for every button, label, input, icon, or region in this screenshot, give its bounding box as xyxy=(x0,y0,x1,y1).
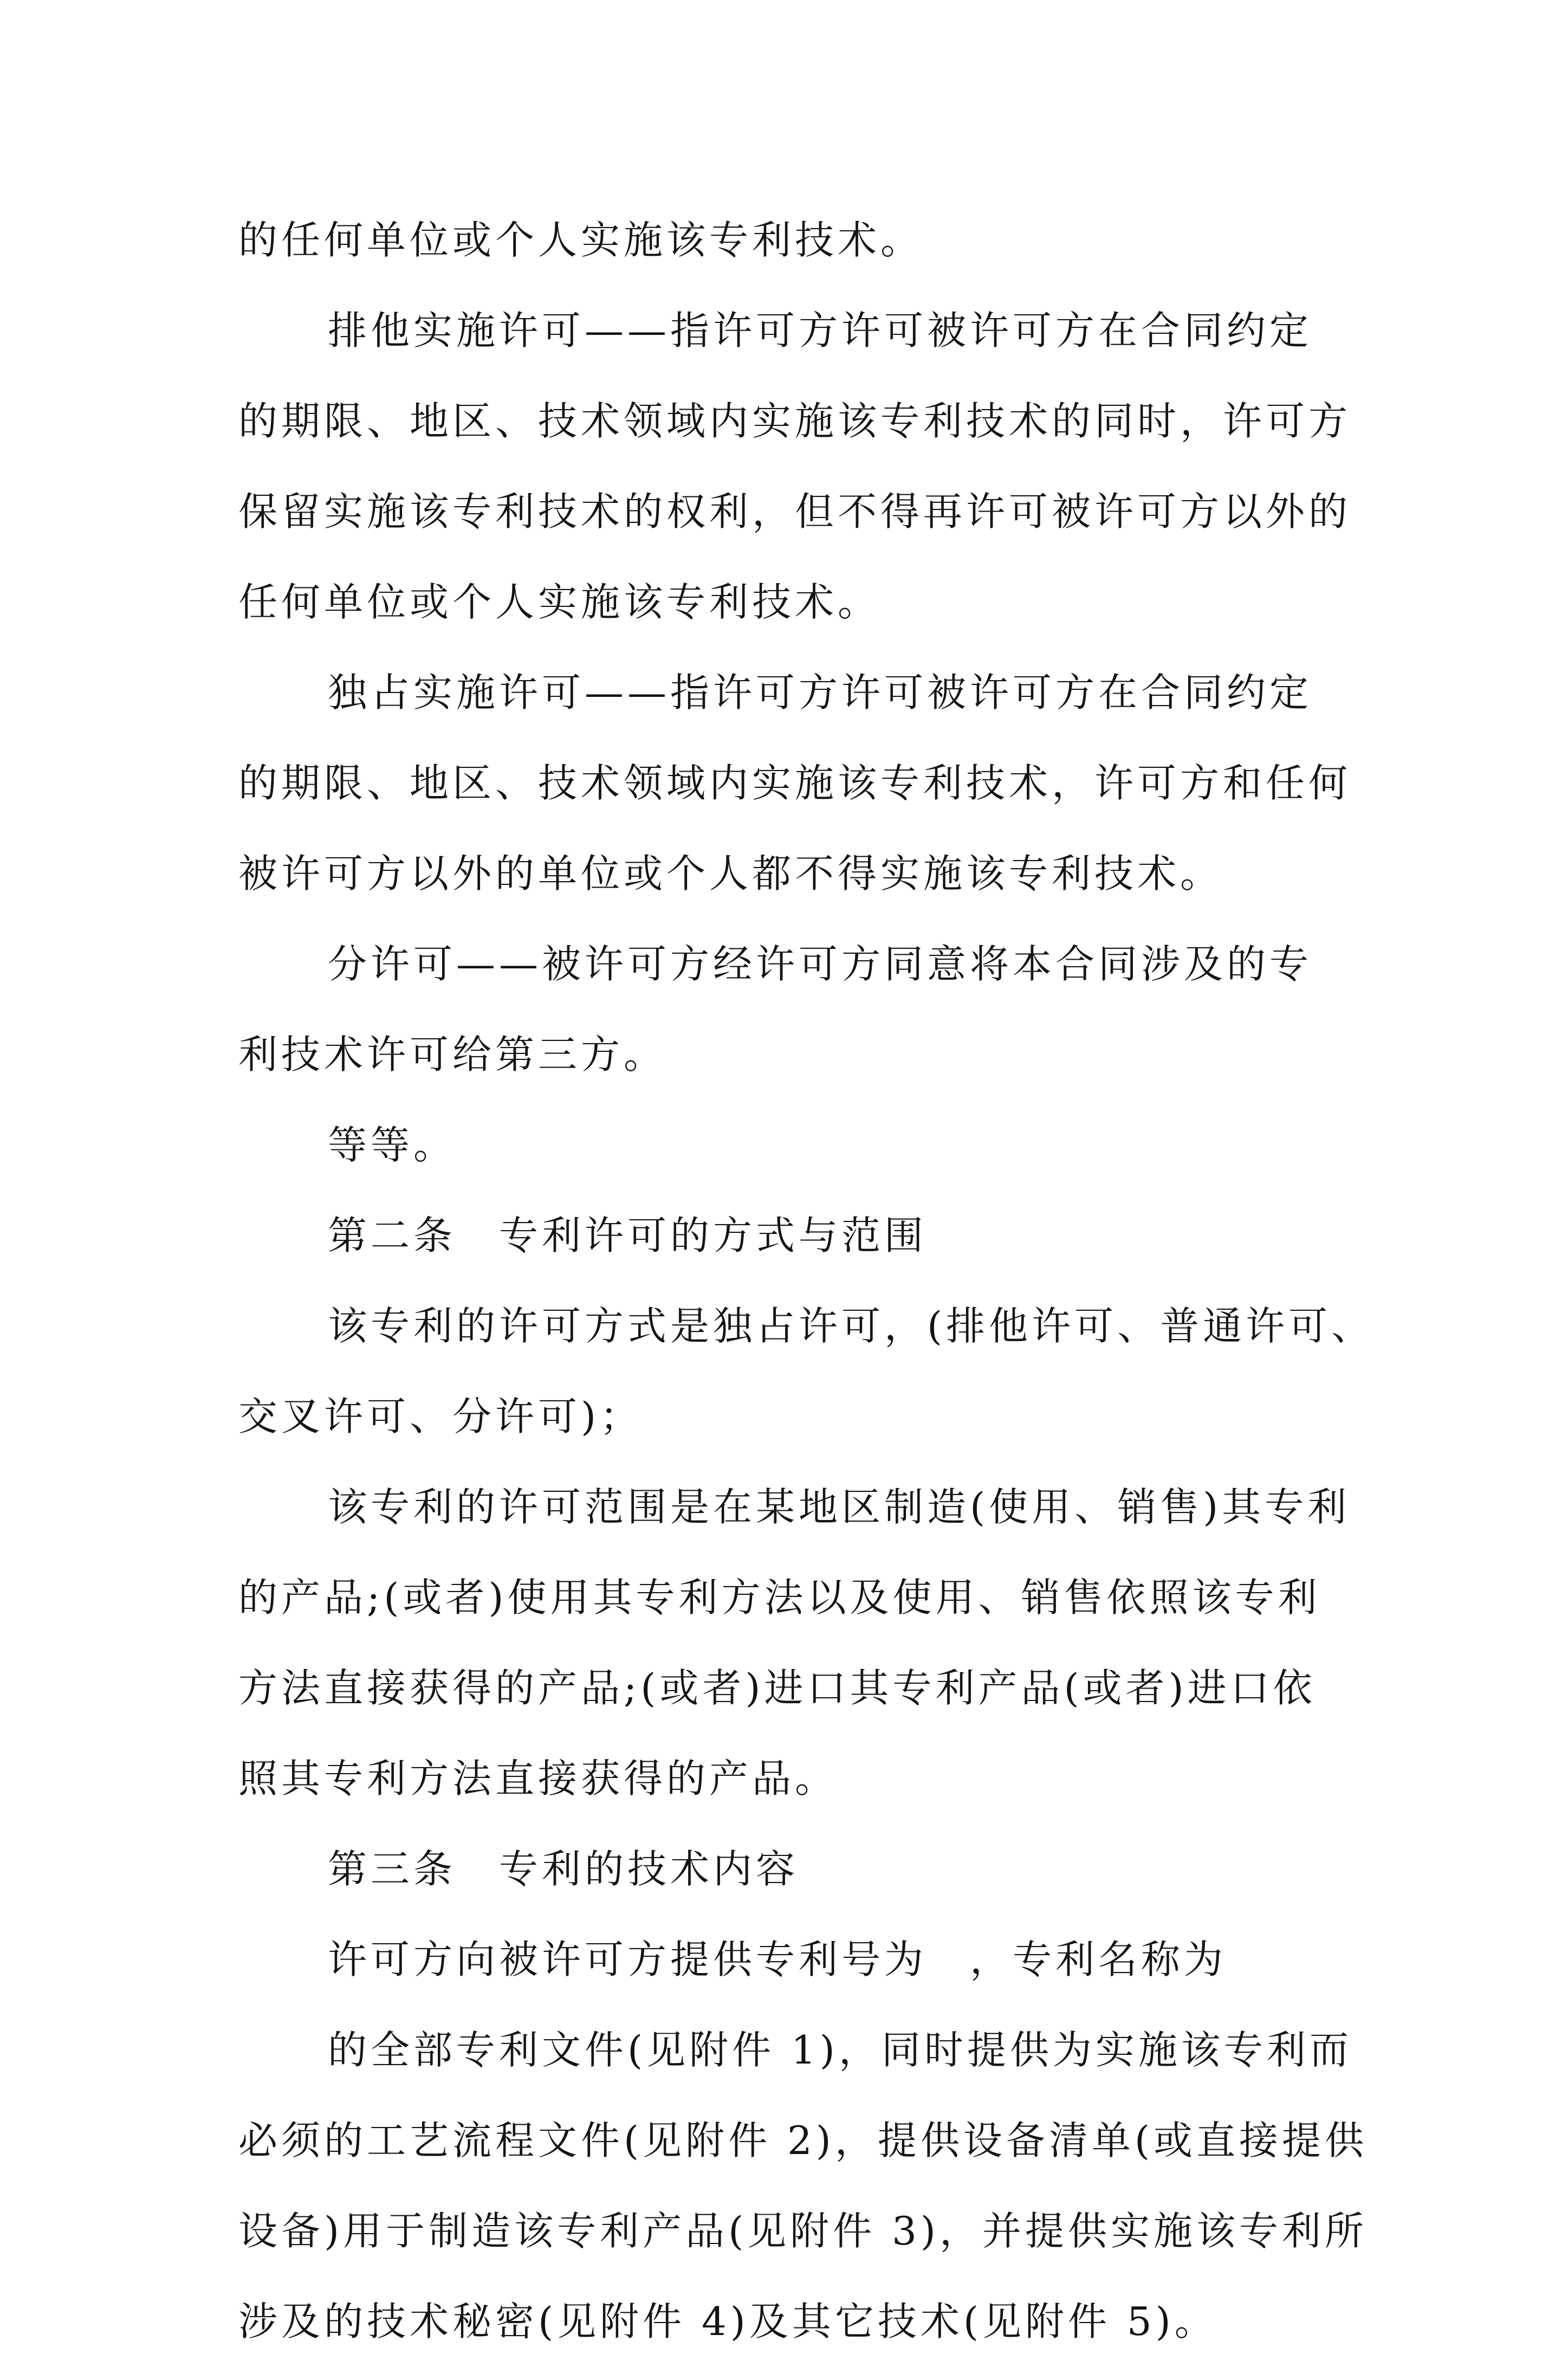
text-line: 该专利的许可范围是在某地区制造(使用、销售)其专利 xyxy=(328,1484,1351,1530)
text-line: 的全部专利文件(见附件 1)，同时提供为实施该专利而 xyxy=(328,2027,1352,2073)
text-line: 排他实施许可——指许可方许可被许可方在合同约定 xyxy=(328,308,1313,353)
text-line: 分许可——被许可方经许可方同意将本合同涉及的专 xyxy=(328,941,1313,987)
text-line: 交叉许可、分许可)； xyxy=(238,1394,643,1439)
text-line: 的产品;(或者)使用其专利方法以及使用、销售依照该专利 xyxy=(238,1575,1321,1620)
text-line: 照其专利方法直接获得的产品。 xyxy=(238,1756,838,1801)
text-line: 该专利的许可方式是独占许可，(排他许可、普通许可、 xyxy=(328,1303,1375,1349)
text-line: 利技术许可给第三方。 xyxy=(238,1032,667,1077)
text-line: 许可方向被许可方提供专利号为 ，专利名称为 xyxy=(328,1937,1227,1982)
text-line: 独占实施许可——指许可方许可被许可方在合同约定 xyxy=(328,670,1313,715)
text-line: 等等。 xyxy=(328,1122,457,1168)
text-line: 必须的工艺流程文件(见附件 2)，提供设备清单(或直接提供 xyxy=(238,2118,1368,2163)
text-line: 的期限、地区、技术领域内实施该专利技术，许可方和任何 xyxy=(238,760,1352,806)
text-line: 的任何单位或个人实施该专利技术。 xyxy=(238,217,924,263)
text-line: 任何单位或个人实施该专利技术。 xyxy=(238,579,881,625)
text-line: 方法直接获得的产品;(或者)进口其专利产品(或者)进口依 xyxy=(238,1665,1316,1711)
text-line: 的期限、地区、技术领域内实施该专利技术的同时，许可方 xyxy=(238,398,1352,444)
text-line: 被许可方以外的单位或个人都不得实施该专利技术。 xyxy=(238,851,1223,896)
text-line: 保留实施该专利技术的权利，但不得再许可被许可方以外的 xyxy=(238,489,1352,534)
text-line: 设备)用于制造该专利产品(见附件 3)，并提供实施该专利所 xyxy=(238,2208,1368,2254)
document-body xyxy=(238,195,1375,2367)
section-heading: 第三条 专利的技术内容 xyxy=(328,1846,799,1892)
text-line: 涉及的技术秘密(见附件 4)及其它技术(见附件 5)。 xyxy=(238,2299,1217,2344)
section-heading: 第二条 专利许可的方式与范围 xyxy=(328,1213,928,1258)
